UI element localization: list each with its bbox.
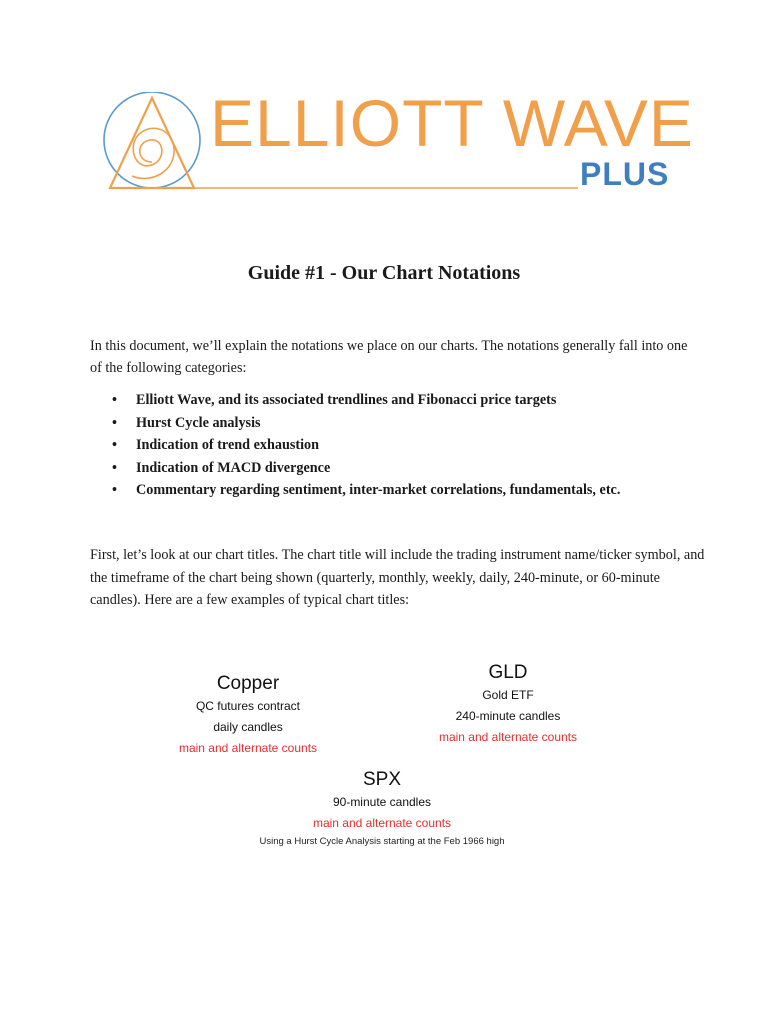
example-line: 90-minute candles: [332, 795, 432, 809]
example-line: daily candles: [213, 720, 283, 734]
list-item: • Commentary regarding sentiment, inter-market correlations, fundamentals, etc.: [90, 479, 690, 502]
example-counts: main and alternate counts: [312, 816, 452, 830]
document-title: Guide #1 - Our Chart Notations: [247, 262, 521, 284]
example-counts: main and alternate counts: [438, 730, 578, 744]
category-list: [90, 389, 690, 502]
example-gld: [410, 661, 606, 748]
example-title: GLD: [488, 662, 528, 683]
logo-wordmark: ELLIOTT WAVE: [210, 86, 694, 160]
list-item: • Indication of MACD divergence: [90, 457, 690, 480]
example-line: 240-minute candles: [455, 709, 561, 723]
example-line: QC futures contract: [195, 699, 301, 713]
example-spx: [232, 768, 532, 850]
logo: [92, 86, 694, 202]
example-counts: main and alternate counts: [178, 741, 318, 755]
list-item: • Hurst Cycle analysis: [90, 412, 690, 435]
logo-subtitle: PLUS: [580, 156, 670, 192]
list-item: • Elliott Wave, and its associated trendlines and Fibonacci price targets: [90, 389, 690, 412]
example-line: Gold ETF: [482, 688, 534, 702]
list-item: • Indication of trend exhaustion: [90, 434, 690, 457]
example-title: Copper: [216, 673, 280, 694]
intro-paragraph: In this document, we’ll explain the notations we place on our charts. The notations generally fall into one of the following categories:: [90, 338, 688, 376]
example-copper: [150, 672, 346, 759]
example-title: SPX: [362, 769, 402, 790]
example-note: Using a Hurst Cycle Analysis starting at the Feb 1966 high: [259, 836, 505, 847]
chart-titles-paragraph: First, let’s look at our chart titles. The chart title will include the trading instrument name/ticker symbol, and the timeframe of the chart being shown (quarterly, monthly, weekly, daily, 240-minute, or 60-minute candles). Here are a few examples of typical chart titles:: [90, 547, 705, 608]
